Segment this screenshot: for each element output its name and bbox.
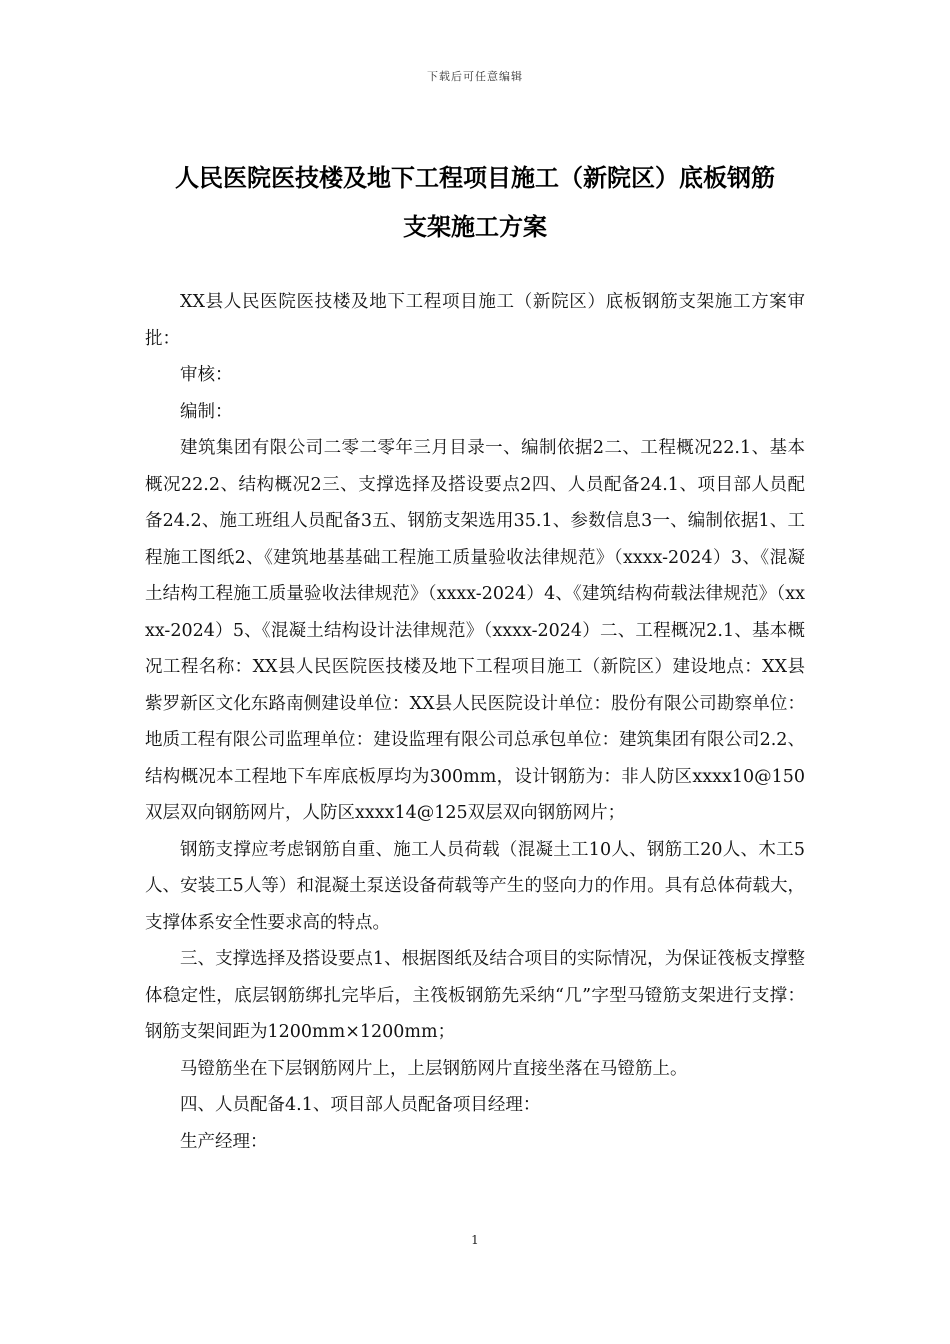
paragraph-support-loads: 钢筋支撑应考虑钢筋自重、施工人员荷载（混凝土工10人、钢筋工20人、木工5人、安装工5人等）和混凝土泵送设备荷载等产生的竖向力的作用。具有总体荷载大，支撑体系安全性要求高的特点。 (145, 839, 805, 933)
paragraph-compile: 编制： (180, 401, 233, 422)
paragraph-review: 审核： (180, 365, 233, 385)
paragraph-production-manager: 生产经理： (180, 1131, 268, 1152)
page-number: 1 (471, 1233, 479, 1247)
paragraph-support-selection: 三、支撑选择及搭设要点1、根据图纸及结合项目的实际情况，为保证筏板支撑整体稳定性，底层钢筋绑扎完毕后，主筏板钢筋先采纳“几”字型马镫筋支架进行支撑：钢筋支架间距为1200mm×1200mm； (145, 949, 805, 1042)
paragraph-approval: XX县人民医院医技楼及地下工程项目施工（新院区）底板钢筋支架施工方案审批： (145, 292, 805, 349)
document-title-line-1: 人民医院医技楼及地下工程项目施工（新院区）底板钢筋 (175, 164, 775, 192)
document-title-line-2: 支架施工方案 (403, 213, 547, 241)
header-note: 下载后可任意编辑 (427, 70, 523, 83)
paragraph-contents-and-overview: 建筑集团有限公司二零二零年三月目录一、编制依据2二、工程概况22.1、基本概况22.2、结构概况2三、支撑选择及搭设要点2四、人员配备24.1、项目部人员配备24.2、施工班组人员配备3五、钢筋支架选用35.1、参数信息3一、编制依据1、工程施工图纸2、《建筑地基基础工程施工质量验收法律规范》（xxxx-2024）3、《混凝土结构工程施工质量验收法律规范》（xxxx-2024）4、《建筑结构荷载法律规范》（xxxx-2024）5、《混凝土结构设计法律规范》（xxxx-2024）二、工程概况2.1、基本概况工程名称：XX县人民医院医技楼及地下工程项目施工（新院区）建设地点：XX县紫罗新区文化东路南侧建设单位：XX县人民医院设计单位：股份有限公司勘察单位：地质工程有限公司监理单位：建设监理有限公司总承包单位：建筑集团有限公司2.2、结构概况本工程地下车库底板厚均为300mm，设计钢筋为：非人防区xxxx10@150双层双向钢筋网片，人防区xxxx14@125双层双向钢筋网片； (145, 438, 805, 823)
paragraph-stirrup-placement: 马镫筋坐在下层钢筋网片上，上层钢筋网片直接坐落在马镫筋上。 (180, 1058, 688, 1079)
paragraph-staffing: 四、人员配备4.1、项目部人员配备项目经理： (180, 1095, 541, 1115)
document-body (145, 284, 805, 1160)
